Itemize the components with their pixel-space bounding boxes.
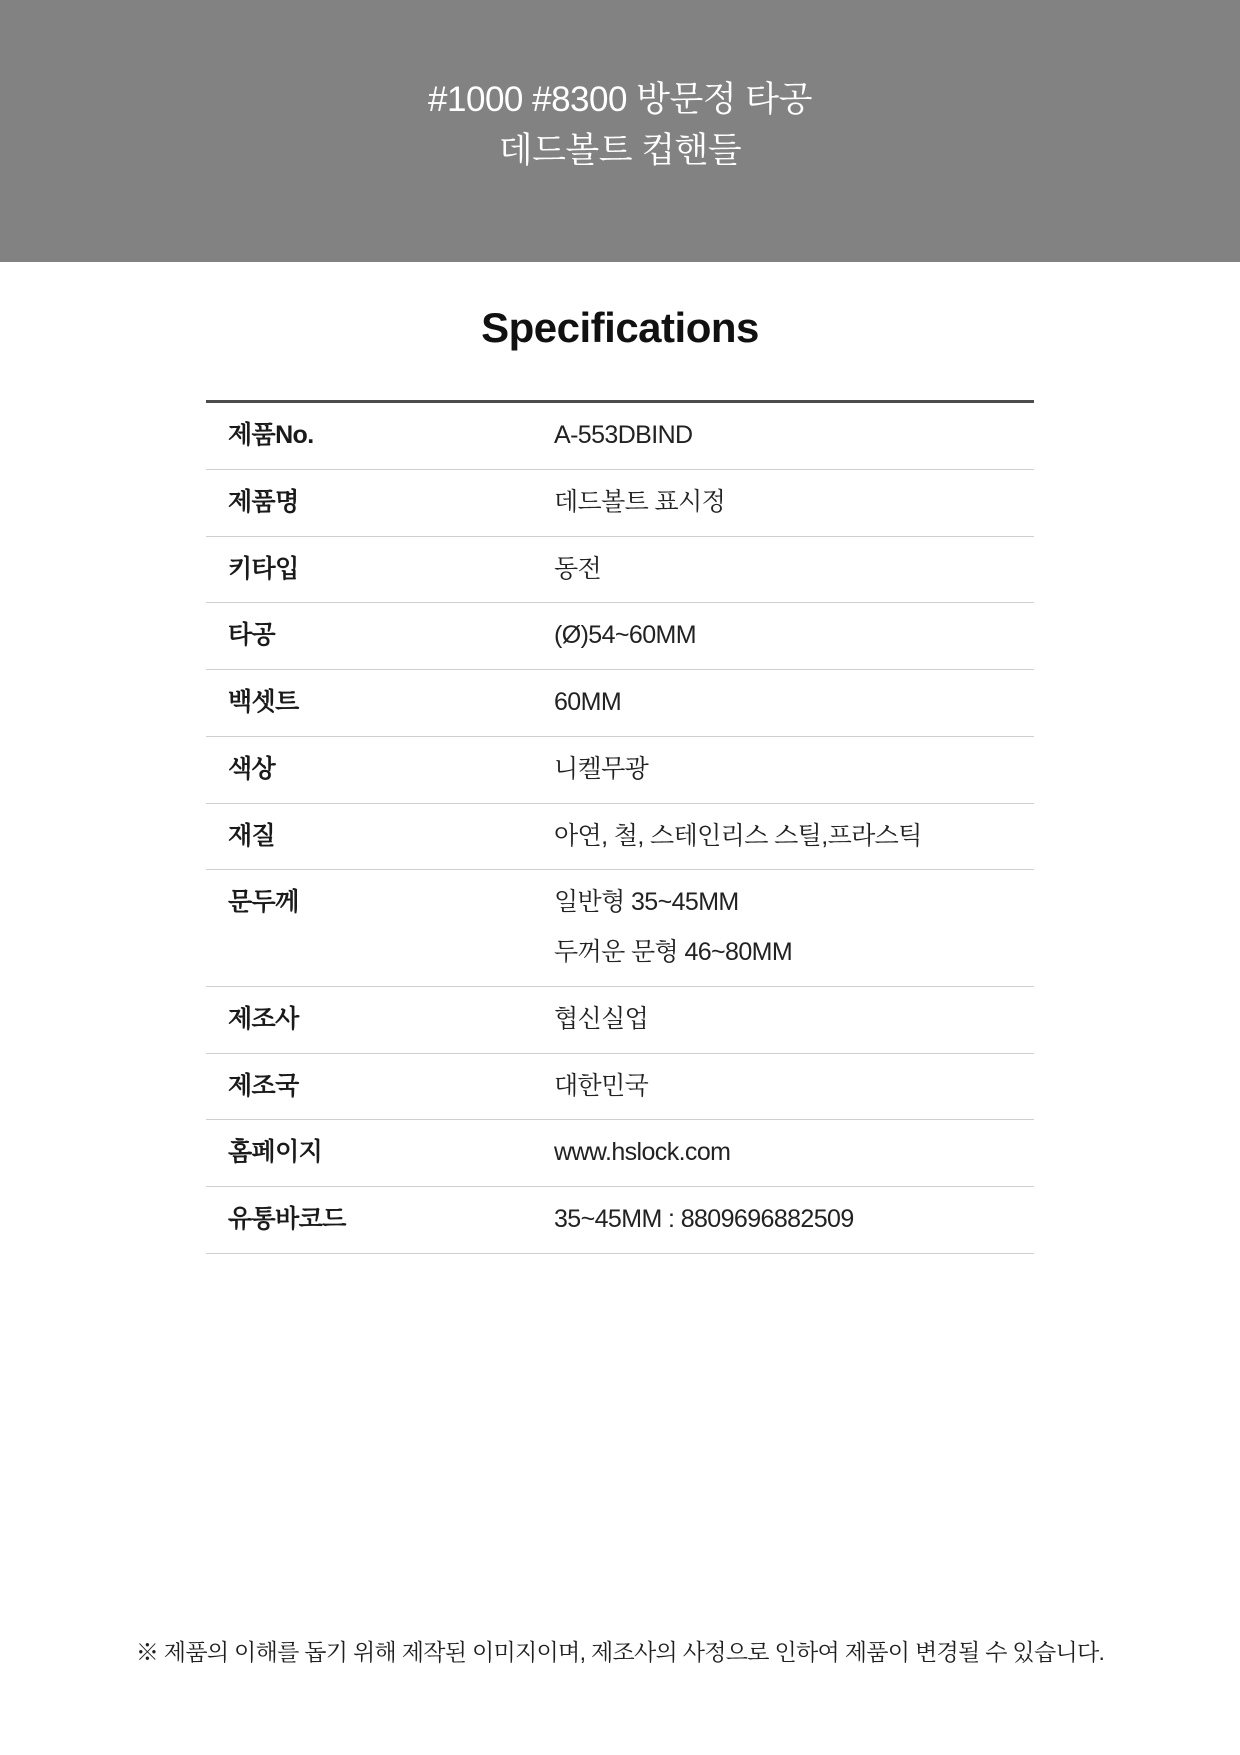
spec-label: 제품No. xyxy=(206,402,554,470)
spec-label: 제품명 xyxy=(206,469,554,536)
spec-label: 홈페이지 xyxy=(206,1120,554,1187)
spec-value: A-553DBIND xyxy=(554,402,1034,470)
spec-label: 색상 xyxy=(206,736,554,803)
table-row xyxy=(206,986,1034,1053)
spec-label: 재질 xyxy=(206,803,554,870)
table-row xyxy=(206,402,1034,470)
banner-title-line-2: 데드볼트 컵핸들 xyxy=(498,131,742,170)
table-row xyxy=(206,670,1034,737)
spec-value-barcode: 35~45MM : 8809696882509 xyxy=(554,1187,1034,1254)
spec-label: 타공 xyxy=(206,603,554,670)
table-row xyxy=(206,1120,1034,1187)
table-row xyxy=(206,1187,1034,1254)
table-row xyxy=(206,536,1034,603)
spec-label: 제조사 xyxy=(206,986,554,1053)
table-row xyxy=(206,870,1034,928)
spec-value: 60MM xyxy=(554,670,1034,737)
table-row xyxy=(206,603,1034,670)
spec-value: 협신실업 xyxy=(554,986,1034,1053)
spec-value: 아연, 철, 스테인리스 스틸,프라스틱 xyxy=(554,803,1034,870)
table-row xyxy=(206,736,1034,803)
spec-label: 문두께 xyxy=(228,888,299,917)
spec-label: 백셋트 xyxy=(206,670,554,737)
specifications-table xyxy=(206,400,1034,1254)
spec-value: (Ø)54~60MM xyxy=(554,603,1034,670)
spec-value: 동전 xyxy=(554,536,1034,603)
table-row-continued xyxy=(206,928,1034,986)
spec-value: 니켈무광 xyxy=(554,736,1034,803)
spec-value-homepage: www.hslock.com xyxy=(554,1120,1034,1187)
table-row xyxy=(206,469,1034,536)
spec-value: 일반형 35~45MM xyxy=(554,888,739,917)
banner-title xyxy=(428,75,812,177)
header-banner xyxy=(0,0,1240,262)
page-title: Specifications xyxy=(481,304,759,351)
spec-value-secondary: 두꺼운 문형 46~80MM xyxy=(554,928,1034,986)
spec-value: 대한민국 xyxy=(554,1053,1034,1120)
spec-table-wrapper xyxy=(206,400,1034,1254)
spec-label: 키타입 xyxy=(206,536,554,603)
footer-disclaimer: ※ 제품의 이해를 돕기 위해 제작된 이미지이며, 제조사의 사정으로 인하여 제품이 변경될 수 있습니다. xyxy=(135,1639,1105,1665)
spec-label: 제조국 xyxy=(206,1053,554,1120)
table-row xyxy=(206,803,1034,870)
banner-title-line-1: #1000 #8300 방문정 타공 xyxy=(428,80,812,120)
table-row xyxy=(206,1053,1034,1120)
specifications-section xyxy=(0,262,1240,1254)
spec-label-empty xyxy=(206,928,554,986)
spec-value: 데드볼트 표시정 xyxy=(554,469,1034,536)
spec-label: 유통바코드 xyxy=(206,1187,554,1254)
